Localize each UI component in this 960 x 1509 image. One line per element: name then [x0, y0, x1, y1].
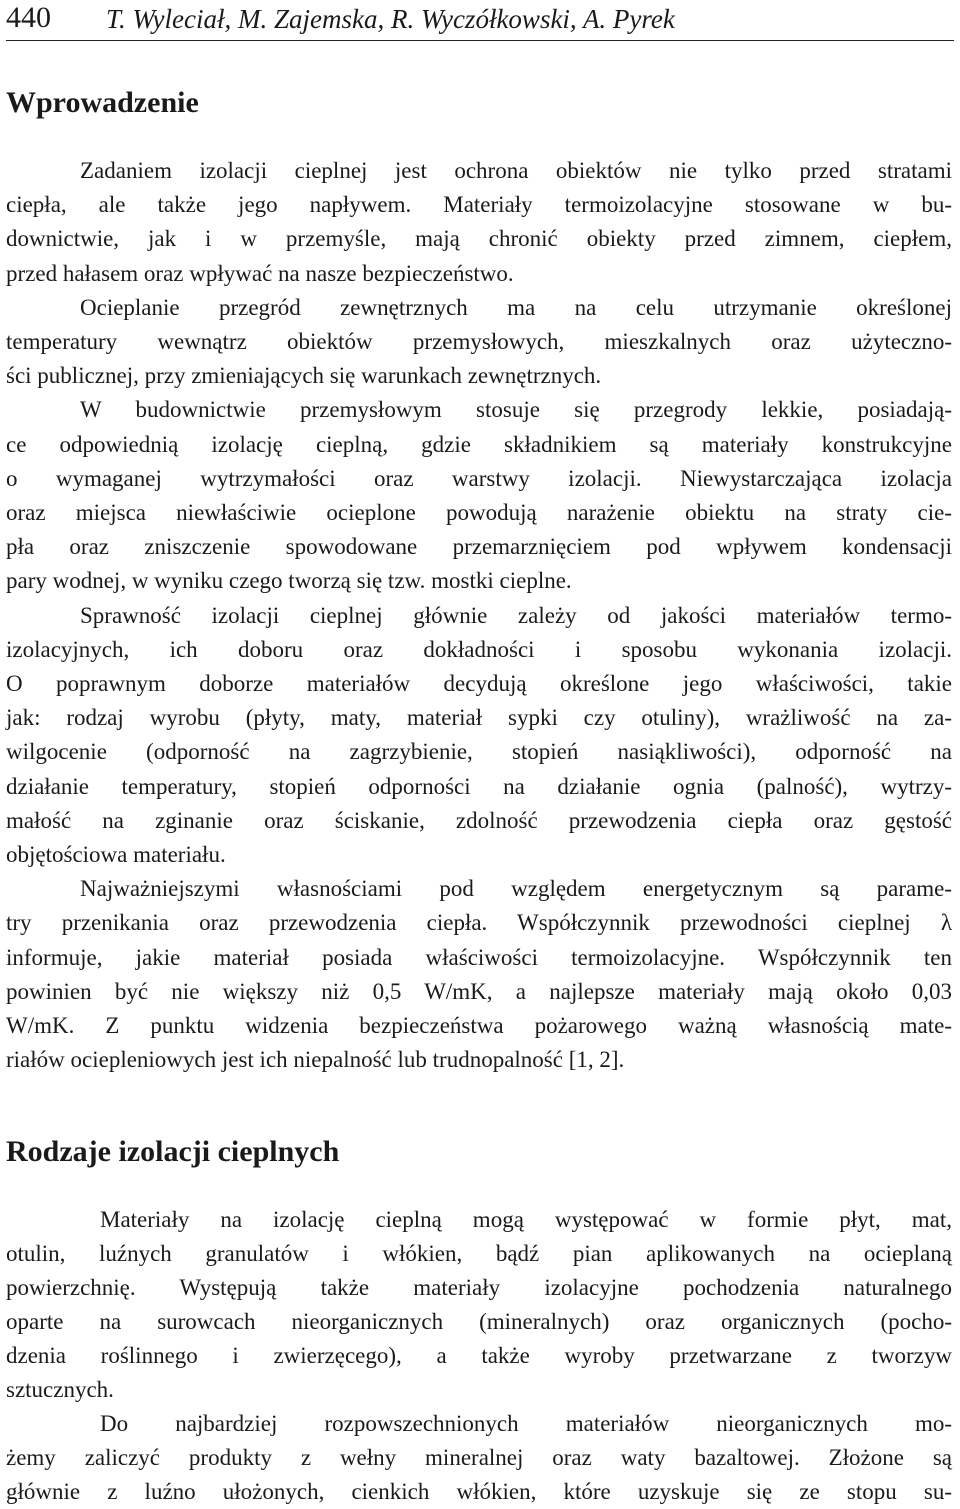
text-line: pła oraz zniszczenie spowodowane przemarznięciem pod wpływem kondensacji — [6, 534, 952, 560]
text-line: działanie temperatury, stopień odporności na działanie ognia (palność), wytrzy- — [6, 773, 952, 799]
text-line: W budownictwie przemysłowym stosuje się przegrody lekkie, posiadają- — [80, 397, 952, 423]
text-line: oparte na surowcach nieorganicznych (mineralnych) oraz organicznych (pocho- — [6, 1309, 952, 1334]
text-line: ciepła, ale także jego napływem. Materiały termoizolacyjne stosowane w bu- — [6, 192, 952, 218]
page-number: 440 — [6, 1, 51, 34]
text-line: otulin, luźnych granulatów i włókien, bądź pian aplikowanych na ocieplaną — [6, 1241, 952, 1266]
text-line: ści publicznej, przy zmieniających się warunkach zewnętrznych. — [6, 363, 602, 389]
text-line: przed hałasem oraz wpływać na nasze bezpieczeństwo. — [6, 260, 514, 286]
text-line: Sprawność izolacji cieplnej głównie zależy od jakości materiałów termo- — [80, 602, 952, 628]
text-line: Materiały na izolację cieplną mogą występować w formie płyt, mat, — [100, 1207, 952, 1232]
text-line: dzenia roślinnego i zwierzęcego), a także wyroby przetwarzane z tworzyw — [6, 1343, 952, 1368]
text-line: sztucznych. — [6, 1377, 114, 1402]
introduction-body — [6, 154, 952, 1077]
text-line: Do najbardziej rozpowszechnionych materiałów nieorganicznych mo- — [100, 1411, 952, 1436]
text-line: temperatury wewnątrz obiektów przemysłowych, mieszkalnych oraz użyteczno- — [6, 329, 952, 355]
text-line: izolacyjnych, ich doboru oraz dokładności i sposobu wykonania izolacji. — [6, 636, 952, 662]
text-line: żemy zaliczyć produkty z wełny mineralnej oraz waty bazaltowej. Złożone są — [6, 1445, 952, 1470]
section-heading-insulation-types: Rodzaje izolacji cieplnych — [6, 1135, 340, 1168]
header-rule — [6, 40, 954, 41]
text-line: oraz miejsca niewłaściwie ocieplone powodują narażenie obiektu na straty cie- — [6, 500, 952, 526]
running-head-authors: T. Wyleciał, M. Zajemska, R. Wyczółkowski, A. Pyrek — [106, 4, 675, 34]
text-line: o wymaganej wytrzymałości oraz warstwy izolacji. Niewystarczająca izolacja — [6, 465, 952, 491]
insulation-types-body — [6, 1203, 952, 1509]
text-line: try przenikania oraz przewodzenia ciepła. Współczynnik przewodności cieplnej λ — [6, 910, 952, 936]
text-line: downictwie, jak i w przemyśle, mają chronić obiekty przed zimnem, ciepłem, — [6, 226, 952, 252]
text-line: jak: rodzaj wyrobu (płyty, maty, materiał sypki czy otuliny), wrażliwość na za- — [6, 705, 952, 731]
text-line: riałów ociepleniowych jest ich niepalność lub trudnopalność [1, 2]. — [6, 1047, 625, 1073]
section-heading-introduction: Wprowadzenie — [6, 86, 199, 119]
text-line: małość na zginanie oraz ściskanie, zdolność przewodzenia ciepła oraz gęstość — [6, 807, 952, 833]
text-line: wilgocenie (odporność na zagrzybienie, stopień nasiąkliwości), odporność na — [6, 739, 952, 765]
text-line: ce odpowiednią izolację cieplną, gdzie składnikiem są materiały konstrukcyjne — [6, 431, 952, 457]
text-line: Najważniejszymi własnościami pod względem energetycznym są parame- — [80, 876, 952, 902]
page-header — [6, 0, 956, 40]
text-line: O poprawnym doborze materiałów decydują określone jego właściwości, takie — [6, 671, 952, 697]
text-line: pary wodnej, w wyniku czego tworzą się tzw. mostki cieplne. — [6, 568, 572, 594]
text-line: W/mK. Z punktu widzenia bezpieczeństwa pożarowego ważną własnością mate- — [6, 1013, 952, 1039]
text-line: powierzchnię. Występują także materiały izolacyjne pochodzenia naturalnego — [6, 1275, 952, 1300]
text-line: Ocieplanie przegród zewnętrznych ma na celu utrzymanie określonej — [80, 294, 952, 320]
text-line: Zadaniem izolacji cieplnej jest ochrona obiektów nie tylko przed stratami — [80, 158, 952, 183]
text-line: powinien być nie większy niż 0,5 W/mK, a najlepsze materiały mają około 0,03 — [6, 978, 952, 1004]
text-line: objętościowa materiału. — [6, 842, 226, 868]
text-line: informuje, jakie materiał posiada właściwości termoizolacyjne. Współczynnik ten — [6, 944, 952, 970]
text-line: głównie z luźno ułożonych, cienkich włókien, które uzyskuje się ze stopu su- — [6, 1479, 952, 1504]
